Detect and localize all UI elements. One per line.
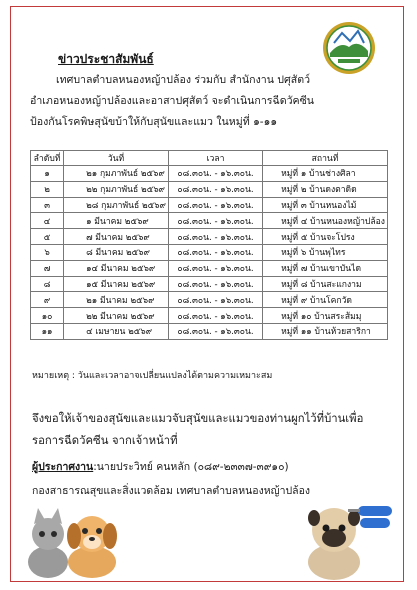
request-paragraph [32, 408, 363, 452]
division-name: กองสาธารณสุขและสิ่งแวดล้อม เทศบาลตำบลหนองหญ้าปล้อง [32, 485, 311, 497]
cell-time: ๐๘.๓๐น. - ๑๖.๓๐น. [168, 166, 262, 182]
cell-no: ๗ [31, 260, 64, 276]
cell-time: ๐๘.๓๐น. - ๑๖.๓๐น. [168, 229, 262, 245]
table-row [31, 213, 388, 229]
header-date: วันที่ [64, 151, 169, 166]
table-row [31, 197, 388, 213]
intro-line-3: ป้องกันโรคพิษสุนัขบ้าให้กับสุนัขและแมว ในหมู่ที่ ๑-๑๑ [30, 116, 278, 128]
cell-time: ๐๘.๓๐น. - ๑๖.๓๐น. [168, 323, 262, 339]
cell-time: ๐๘.๓๐น. - ๑๖.๓๐น. [168, 276, 262, 292]
intro-paragraph [30, 70, 396, 133]
cell-place: หมู่ที่ ๗ บ้านเขาบันได [263, 260, 388, 276]
cell-time: ๐๘.๓๐น. - ๑๖.๓๐น. [168, 197, 262, 213]
cell-date: ๒๘ กุมภาพันธ์ ๒๕๖๙ [64, 197, 169, 213]
cell-time: ๐๘.๓๐น. - ๑๖.๓๐น. [168, 181, 262, 197]
table-row [31, 260, 388, 276]
cell-place: หมู่ที่ ๑ บ้านช่างศิลา [263, 166, 388, 182]
cell-time: ๐๘.๓๐น. - ๑๖.๓๐น. [168, 213, 262, 229]
header-no: ลำดับที่ [31, 151, 64, 166]
cell-date: ๒๑ กุมภาพันธ์ ๒๕๖๙ [64, 166, 169, 182]
pug-vaccination-illustration [296, 488, 400, 580]
cell-no: ๙ [31, 292, 64, 308]
intro-line-1: เทศบาลตำบลหนองหญ้าปล้อง ร่วมกับ สำนักงาน ปศุสัตว์ [56, 74, 311, 86]
table-row [31, 229, 388, 245]
remark-note: หมายเหตุ : วันและเวลาอาจเปลี่ยนแปลงได้ตามความเหมาะสม [32, 371, 273, 381]
cell-no: ๓ [31, 197, 64, 213]
cell-no: ๕ [31, 229, 64, 245]
cell-place: หมู่ที่ ๕ บ้านจะโปรง [263, 229, 388, 245]
cell-date: ๗ มีนาคม ๒๕๖๙ [64, 229, 169, 245]
cell-place: หมู่ที่ ๔ บ้านหนองหญ้าปล้อง [263, 213, 388, 229]
table-header-row [31, 151, 388, 166]
cell-date: ๒๒ มีนาคม ๒๕๖๙ [64, 308, 169, 324]
cell-no: ๘ [31, 276, 64, 292]
request-line-2: รอการฉีดวัคซีน จากเจ้าหน้าที่ [32, 434, 178, 447]
table-row [31, 308, 388, 324]
municipality-seal-icon [322, 21, 376, 75]
cell-no: ๒ [31, 181, 64, 197]
table-row [31, 323, 388, 339]
table-row [31, 276, 388, 292]
cell-date: ๑๔ มีนาคม ๒๕๖๙ [64, 260, 169, 276]
cell-time: ๐๘.๓๐น. - ๑๖.๓๐น. [168, 292, 262, 308]
cell-place: หมู่ที่ ๑๐ บ้านสระส้มมุ [263, 308, 388, 324]
cell-time: ๐๘.๓๐น. - ๑๖.๓๐น. [168, 244, 262, 260]
cell-no: ๔ [31, 213, 64, 229]
cell-time: ๐๘.๓๐น. - ๑๖.๓๐น. [168, 308, 262, 324]
table-row [31, 292, 388, 308]
page-title: ข่าวประชาสัมพันธ์ [58, 52, 154, 66]
header-time: เวลา [168, 151, 262, 166]
cell-place: หมู่ที่ ๑๑ บ้านห้วยสาริกา [263, 323, 388, 339]
cell-no: ๑๑ [31, 323, 64, 339]
cell-place: หมู่ที่ ๒ บ้านดงตาดิด [263, 181, 388, 197]
header-place: สถานที่ [263, 151, 388, 166]
table-row [31, 181, 388, 197]
schedule-table [30, 150, 388, 340]
announcer-value: :นายประวิทย์ คนหลัก (๐๘๙-๒๓๓๗-๓๙๑๐) [93, 461, 289, 473]
cell-date: ๒๒ กุมภาพันธ์ ๒๕๖๙ [64, 181, 169, 197]
cell-place: หมู่ที่ ๙ บ้านโคกวัด [263, 292, 388, 308]
cell-date: ๑ มีนาคม ๒๕๖๙ [64, 213, 169, 229]
cell-place: หมู่ที่ ๖ บ้านพุไทร [263, 244, 388, 260]
announcer-line [32, 458, 289, 475]
cell-place: หมู่ที่ ๓ บ้านหนองไม้ [263, 197, 388, 213]
cell-place: หมู่ที่ ๘ บ้านสะแกงาม [263, 276, 388, 292]
announcer-label: ผู้ประกาศงาน [32, 461, 94, 473]
cell-date: ๑๕ มีนาคม ๒๕๖๙ [64, 276, 169, 292]
cell-date: ๘ มีนาคม ๒๕๖๙ [64, 244, 169, 260]
cell-date: ๒๑ มีนาคม ๒๕๖๙ [64, 292, 169, 308]
table-row [31, 244, 388, 260]
cell-no: ๑ [31, 166, 64, 182]
cell-no: ๖ [31, 244, 64, 260]
cell-no: ๑๐ [31, 308, 64, 324]
cell-time: ๐๘.๓๐น. - ๑๖.๓๐น. [168, 260, 262, 276]
cat-and-dog-illustration [18, 492, 128, 580]
table-row [31, 166, 388, 182]
cell-date: ๔ เมษายน ๒๕๖๙ [64, 323, 169, 339]
request-line-1: จึงขอให้เจ้าของสุนัขและแมวจับสุนัขและแมวของท่านผูกไว้ที่บ้านเพื่อ [32, 412, 364, 425]
intro-line-2: อำเภอหนองหญ้าปล้องและอาสาปศุสัตว์ จะดำเนินการฉีดวัคซีน [30, 95, 315, 107]
